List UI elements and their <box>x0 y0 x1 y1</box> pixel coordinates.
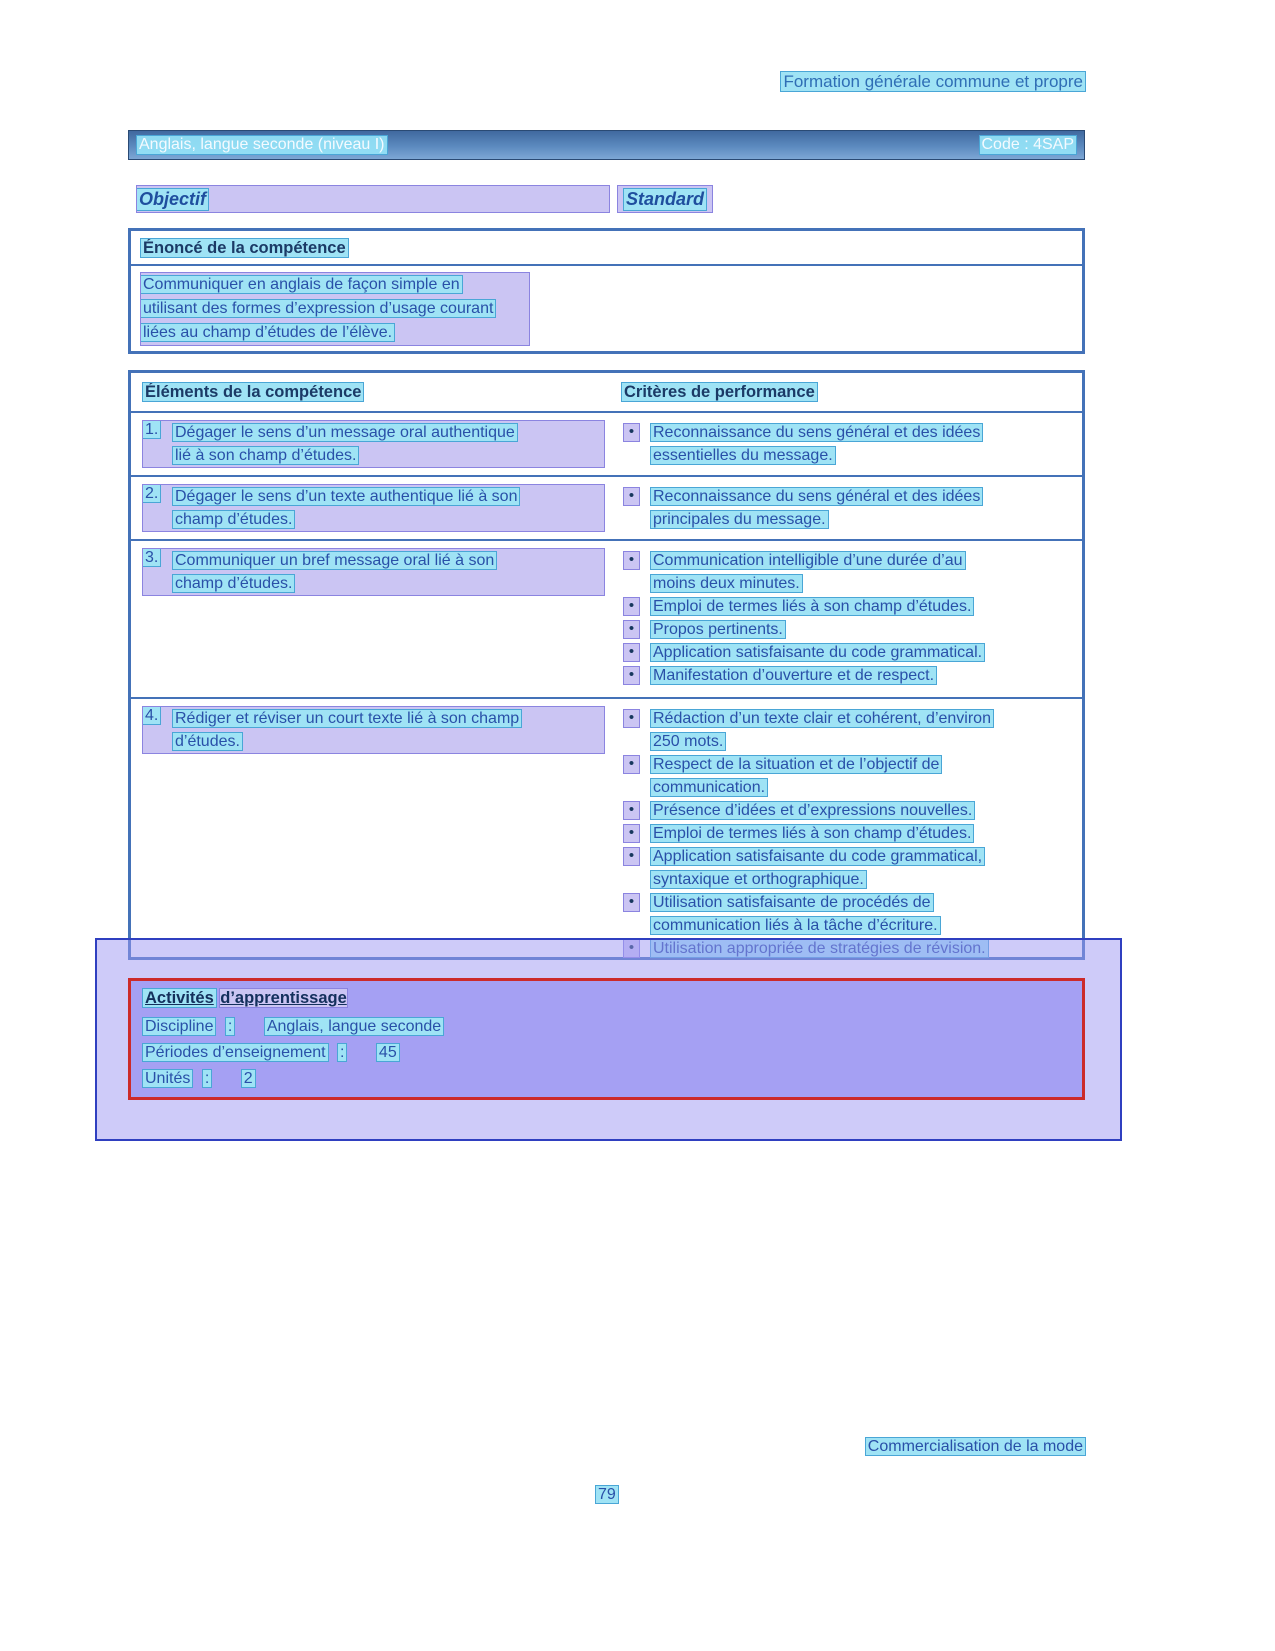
running-footer <box>866 1438 1085 1456</box>
page-number: 79 <box>598 1486 616 1503</box>
section-headings <box>137 186 1085 212</box>
text-line: Dégager le sens d’un texte authentique lié à son <box>175 488 518 505</box>
element-item <box>143 549 604 595</box>
objectif-heading-band <box>137 186 609 212</box>
item-text <box>173 421 517 467</box>
item-number: 3. <box>145 549 159 566</box>
item-number: 1. <box>145 421 159 438</box>
criteria-bullet <box>622 485 1074 531</box>
element-cell <box>131 699 614 968</box>
header-criteres: Critères de performance <box>624 382 815 401</box>
enonce-box <box>128 228 1085 354</box>
standard-heading-band <box>618 186 712 212</box>
bullet-icon: • <box>624 710 639 727</box>
text-line: principales du message. <box>653 511 826 528</box>
bullet-icon: • <box>624 756 639 773</box>
table-row <box>131 477 1082 541</box>
text-line: Reconnaissance du sens général et des idées <box>653 424 981 441</box>
title-bar <box>128 130 1085 160</box>
item-text <box>173 707 521 753</box>
row-colon: : <box>340 1044 345 1061</box>
table-row <box>131 541 1082 699</box>
text-line: Manifestation d’ouverture et de respect. <box>653 667 935 684</box>
criteria-cell <box>614 699 1082 968</box>
bullet-icon: • <box>624 667 639 684</box>
bullet-text <box>651 485 982 531</box>
enonce-text-band <box>141 273 529 345</box>
text-line: Communiquer un bref message oral lié à son <box>175 552 495 569</box>
text-line: lié à son champ d’études. <box>175 447 357 464</box>
enonce-body <box>131 266 1082 352</box>
text-line: Application satisfaisante du code grammatical, <box>653 848 983 865</box>
criteria-cell <box>614 413 1082 475</box>
element-cell <box>131 413 614 475</box>
table-header-row <box>131 373 1082 413</box>
bullet-icon: • <box>624 825 639 842</box>
criteria-bullet <box>622 707 1074 753</box>
text-line: champ d’études. <box>175 575 293 592</box>
text-line: Respect de la situation et de l’objectif de <box>653 756 940 773</box>
bullet-icon: • <box>624 644 639 661</box>
row-label: Unités <box>145 1070 191 1087</box>
table-header-right <box>614 383 1082 402</box>
criteria-bullet <box>622 753 1074 799</box>
element-cell <box>131 477 614 539</box>
bullet-text <box>651 595 973 618</box>
text-line: moins deux minutes. <box>653 575 800 592</box>
criteria-cell <box>614 541 1082 697</box>
item-text <box>173 485 519 531</box>
element-item <box>143 485 604 531</box>
item-number: 4. <box>145 707 159 724</box>
criteria-bullet <box>622 595 1074 618</box>
bullet-text <box>651 822 973 845</box>
bullet-text <box>651 845 984 891</box>
activities-row <box>143 1016 1070 1037</box>
course-title: Anglais, langue seconde (niveau I) <box>139 136 385 153</box>
text-line: Emploi de termes liés à son champ d’études. <box>653 825 972 842</box>
text-line <box>141 297 495 321</box>
running-header-text: Formation générale commune et propre <box>783 72 1083 91</box>
row-colon: : <box>227 1018 233 1035</box>
text-line <box>141 321 495 345</box>
text-line: communication liés à la tâche d’écriture. <box>653 917 938 934</box>
text-line: Emploi de termes liés à son champ d’études. <box>653 598 972 615</box>
item-number: 2. <box>145 485 159 502</box>
text-line: Communication intelligible d’une durée d’au <box>653 552 963 569</box>
criteria-bullet <box>622 641 1074 664</box>
element-cell <box>131 541 614 697</box>
row-value: Anglais, langue seconde <box>266 1018 442 1035</box>
bullet-icon: • <box>624 894 639 911</box>
criteria-bullet <box>622 891 1074 937</box>
bullet-text <box>651 891 940 937</box>
text-line: d’études. <box>175 733 240 750</box>
standard-heading: Standard <box>626 188 705 209</box>
row-label: Périodes d’enseignement <box>145 1044 326 1061</box>
row-value: 45 <box>378 1044 397 1061</box>
objectif-heading: Objectif <box>139 188 207 209</box>
bullet-icon: • <box>624 621 639 638</box>
text-line: Utilisation satisfaisante de procédés de <box>653 894 931 911</box>
criteria-bullet <box>622 845 1074 891</box>
table-header-left <box>131 383 614 402</box>
row-label: Discipline <box>145 1018 214 1035</box>
text-line: Dégager le sens d’un message oral authentique <box>175 424 515 441</box>
item-text <box>173 549 496 595</box>
bullet-icon: • <box>624 552 639 569</box>
bullet-text <box>651 641 984 664</box>
criteria-bullet <box>622 822 1074 845</box>
element-item <box>143 707 604 753</box>
bullet-icon: • <box>624 424 639 441</box>
footer-text: Commercialisation de la mode <box>867 1438 1083 1455</box>
bullet-text <box>651 664 936 687</box>
bullet-text <box>651 707 993 753</box>
text-line: champ d’études. <box>175 511 293 528</box>
text-line: communication. <box>653 779 766 796</box>
activities-title-word2: d’apprentissage <box>220 989 347 1007</box>
activities-title <box>143 989 1070 1008</box>
activities-overlay <box>95 938 1122 1141</box>
row-colon: : <box>204 1070 210 1087</box>
bullet-text <box>651 421 982 467</box>
competence-table <box>128 370 1085 960</box>
course-code: Code : 4SAP <box>981 136 1074 153</box>
bullet-icon: • <box>624 848 639 865</box>
bullet-text <box>651 753 941 799</box>
table-row <box>131 699 1082 968</box>
activities-title-word1: Activités <box>145 989 214 1007</box>
text-line: Rédaction d’un texte clair et cohérent, d’environ <box>653 710 991 727</box>
activities-row <box>143 1042 1070 1063</box>
text-line: 250 mots. <box>653 733 724 750</box>
bullet-text <box>651 799 974 822</box>
bullet-icon: • <box>624 488 639 505</box>
activities-row <box>143 1068 1070 1089</box>
criteria-bullet <box>622 799 1074 822</box>
text-line: Rédiger et réviser un court texte lié à son champ <box>175 710 520 727</box>
criteria-bullet <box>622 421 1074 467</box>
running-header <box>781 72 1085 92</box>
bullet-text <box>651 618 785 641</box>
bullet-icon: • <box>624 802 639 819</box>
criteria-bullet <box>622 664 1074 687</box>
enonce-line: Communiquer en anglais de façon simple en <box>143 276 460 293</box>
enonce-header <box>131 231 1082 266</box>
criteria-bullet <box>622 618 1074 641</box>
bullet-icon: • <box>624 598 639 615</box>
criteria-bullet <box>622 549 1074 595</box>
enonce-line: liées au champ d’études de l’élève. <box>143 324 393 341</box>
criteria-cell <box>614 477 1082 539</box>
row-value: 2 <box>243 1070 253 1087</box>
bullet-text <box>651 549 965 595</box>
text-line: essentielles du message. <box>653 447 833 464</box>
text-line: Présence d’idées et d’expressions nouvelles. <box>653 802 973 819</box>
text-line: syntaxique et orthographique. <box>653 871 864 888</box>
activities-box <box>128 978 1085 1100</box>
text-line: Application satisfaisante du code grammatical. <box>653 644 983 661</box>
text-line: Reconnaissance du sens général et des idées <box>653 488 981 505</box>
header-elements: Éléments de la compétence <box>145 382 362 401</box>
enonce-title: Énoncé de la compétence <box>143 239 346 257</box>
text-line: Propos pertinents. <box>653 621 783 638</box>
element-item <box>143 421 604 467</box>
table-row <box>131 413 1082 477</box>
enonce-line: utilisant des formes d’expression d’usage courant <box>143 300 494 317</box>
text-line <box>141 273 495 297</box>
